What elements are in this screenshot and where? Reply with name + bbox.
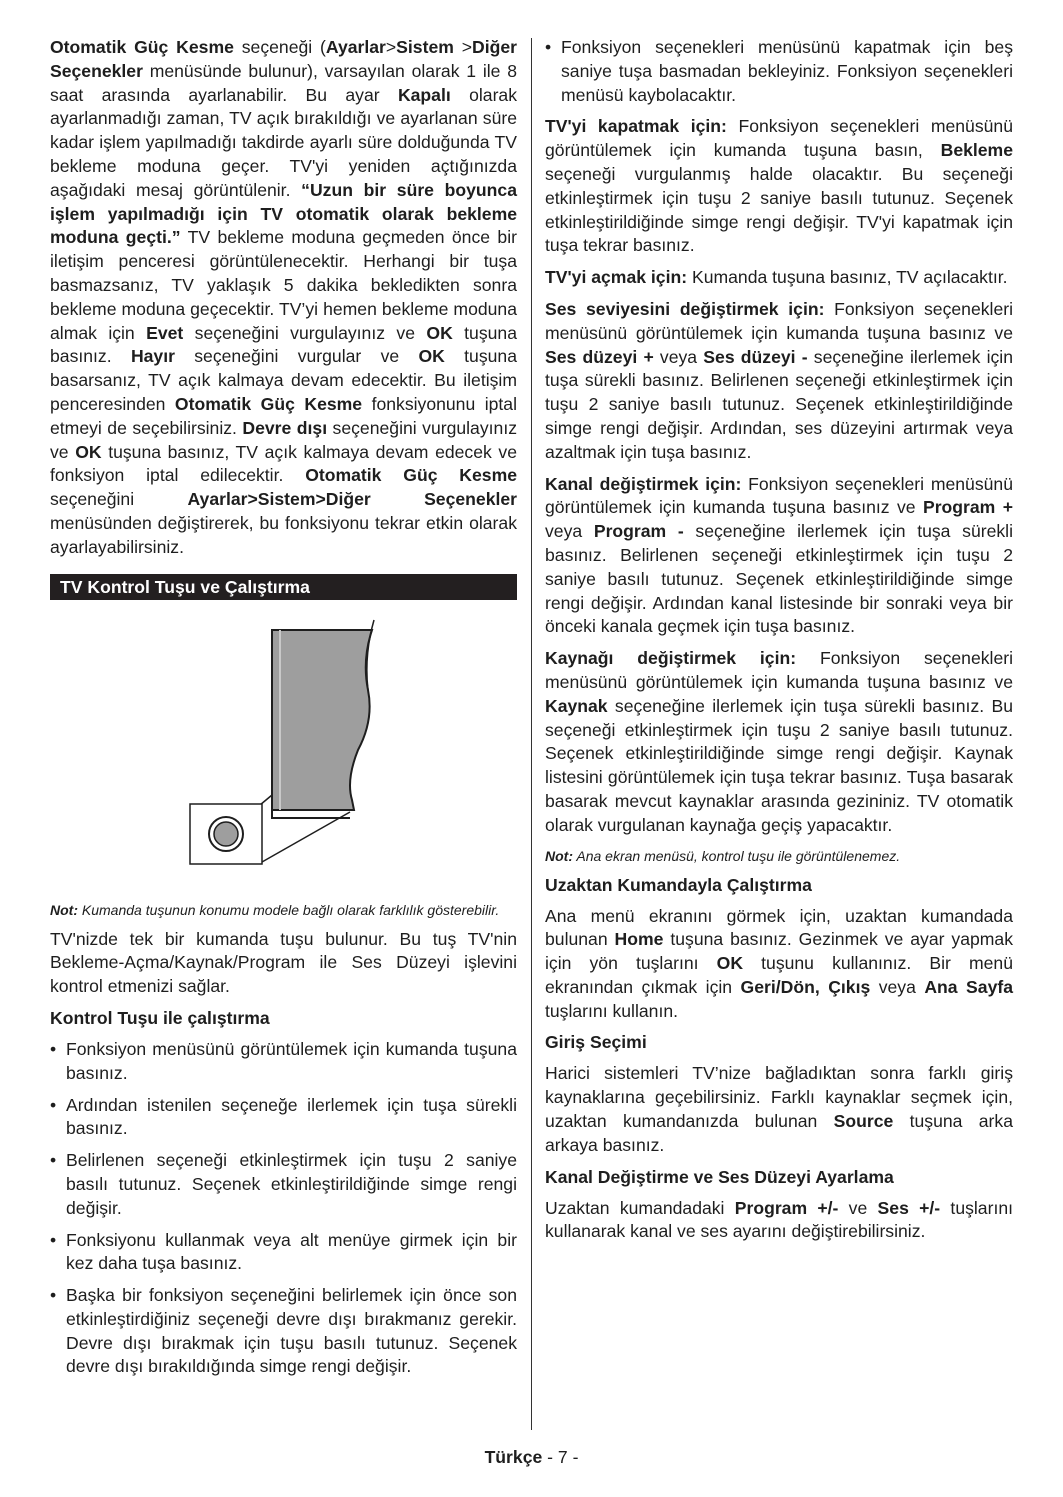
tv-control-diagram: [50, 600, 517, 900]
remote-paragraph: Ana menü ekranını görmek için, uzaktan kumandada bulunan Home tuşuna basınız. Gezinmek ve ayar yapmak için yön tuşlarını OK tuşunu kullanınız. Bir menü ekranından çıkmak için Geri/Dön, Çıkış veya Ana Sayfa tuşlarını kullanın.: [545, 905, 1013, 1021]
footer-language: Türkçe: [484, 1447, 543, 1467]
bullet-item: • Fonksiyon menüsünü görüntülemek için kumanda tuşuna basınız.: [50, 1038, 517, 1086]
control-button-heading: Kontrol Tuşu ile çalıştırma: [50, 1007, 270, 1028]
channel-volume-paragraph: Uzaktan kumandadaki Program +/- ve Ses +/- tuşlarını kullanarak kanal ve ses ayarını değiştirebilirsiniz.: [545, 1197, 1014, 1242]
source-paragraph: Kaynağı değiştirmek için: Fonksiyon seçenekleri menüsünü görüntülemek için kumanda tuşuna basınız ve Kaynak seçeneğine ilerlemek için tuşa sürekli basınız. Bu seçeneği etkinleştirmek için tuşu 2 saniye basılı tutunuz. Seçenek etkinleştirildiğinde simge rengi değişir. Kaynak listesini görüntülemek için tuşa tekrar basınız. Tuşa basarak basarak mevcut kaynaklar arasında gezininiz. TV otomatik olarak vurgulanan kaynağa geçiş yapacaktır.: [545, 648, 1013, 835]
section-title: TV Kontrol Tuşu ve Çalıştırma: [50, 574, 517, 600]
left-column: [50, 36, 517, 1387]
channel-volume-heading: Kanal Değiştirme ve Ses Düzeyi Ayarlama: [545, 1166, 894, 1187]
page-number: - 7 -: [542, 1447, 579, 1467]
bullet-item: • Başka bir fonksiyon seçeneğini belirlemek için önce son etkinleştirdiğiniz seçeneği devre dışı bırakmanız gerekir. Devre dışı bırakmak için tuşu basılı tutunuz. Seçenek devre dışı bırakıldığında simge rengi değişir.: [50, 1284, 517, 1379]
bullet-item: • Fonksiyonu kullanmak veya alt menüye girmek için bir kez daha tuşa basınız.: [50, 1229, 517, 1277]
note-home-menu: Not: Ana ekran menüsü, kontrol tuşu ile görüntülenemez.: [545, 847, 901, 864]
bullet-item: • Belirlenen seçeneği etkinleştirmek için tuşu 2 saniye basılı tutunuz. Seçenek etkinleştirildiğinde simge rengi değişir.: [50, 1149, 517, 1220]
auto-power-off-paragraph: Otomatik Güç Kesme seçeneği (Ayarlar>Sistem >Diğer Seçenekler menüsünde bulunur), varsayılan olarak 1 ile 8 saat arasında ayarlanabilir. Bu ayar Kapalı olarak ayarlanmadığı zaman, TV açık bırakıldığı ve ayarlanan süre kadar işlem yapılmadığı takdirde ayarlı süre dolduğunda TV bekleme moduna geçer. TV'yi yeniden açtığınızda aşağıdaki mesaj görüntülenir. “Uzun bir süre boyunca işlem yapılmadığı için TV otomatik olarak bekleme moduna geçti.” TV bekleme moduna geçmeden önce bir iletişim penceresi görüntülenecektir. Herhangi bir tuşa basmazsanız, TV yaklaşık 5 dakika bekledikten sonra bekleme moduna geçecektir. TV’yi hemen bekleme moduna almak için Evet seçeneğini vurgulayınız ve OK tuşuna basınız. Hayır seçeneğini vurgular ve OK tuşuna basarsanız, TV açık kalmaya devam edecektir. Bu iletişim penceresinden Otomatik Güç Kesme fonksiyonunu iptal etmeyi de seçebilirsiniz. Devre dışı seçeneğini vurgulayınız ve OK tuşuna basınız, TV açık kalmaya devam edecek ve fonksiyon iptal edilecektir. Otomatik Güç Kesme seçeneğini Ayarlar>Sistem>Diğer Seçenekler menüsünden değiştirerek, bu fonksiyonu tekrar etkin olarak ayarlayabilirsiniz.: [50, 37, 518, 557]
channel-paragraph: Kanal değiştirmek için: Fonksiyon seçenekleri menüsünü görüntülemek için kumanda tuşuna basınız ve Program + veya Program - seçeneğine ilerlemek için tuşa sürekli basınız. Belirlenen seçeneği etkinleştirmek için tuşu 2 saniye basılı tutunuz. Seçenek etkinleştirildiğinde simge rengi değişir. Ardından kanal listesinde bir sonraki veya bir önceki kanala geçmek için tuşa basınız.: [545, 473, 1014, 637]
right-column: [545, 36, 1013, 1252]
page-footer: [0, 1447, 1063, 1468]
close-menu-list: [545, 36, 1013, 107]
volume-paragraph: Ses seviyesini değiştirmek için: Fonksiyon seçenekleri menüsünü görüntülemek için kumanda tuşuna basınız ve Ses düzeyi + veya Ses düzeyi - seçeneğine ilerlemek için tuşa sürekli basınız. Belirlenen seçeneği etkinleştirmek için tuşu 2 saniye basılı tutunuz. Seçenek etkinleştirildiğinde simge rengi değişir. Ardından, ses düzeyini artırmak veya azaltmak için tuşa basınız.: [545, 298, 1014, 462]
bullet-item: • Ardından istenilen seçeneğe ilerlemek için tuşa sürekli basınız.: [50, 1094, 517, 1142]
input-paragraph: Harici sistemleri TV’nize bağladıktan sonra farklı giriş kaynaklarına geçebilirsiniz. Farklı kaynaklar seçmek için, uzaktan kumandanızda bulunan Source tuşuna arka arkaya basınız.: [545, 1063, 1013, 1155]
column-divider: [531, 38, 532, 1430]
remote-operation-heading: Uzaktan Kumandayla Çalıştırma: [545, 874, 812, 895]
tv-off-paragraph: TV'yi kapatmak için: Fonksiyon seçenekleri menüsünü görüntülemek için kumanda tuşuna basın, Bekleme seçeneği vurgulanmış halde olacaktır. Bu seçeneği etkinleştirmek için tuşu 2 saniye basılı tutunuz. Seçenek etkinleştirildiğinde simge rengi değişir. TV'yi kapatmak için tuşa tekrar basınız.: [545, 116, 1013, 256]
control-button-description: TV'nizde tek bir kumanda tuşu bulunur. Bu tuş TV'nin Bekleme-Açma/Kaynak/Program ile Ses Düzeyi işlevini kontrol etmenizi sağlar.: [50, 928, 517, 997]
control-button-illustration: [50, 600, 517, 900]
bullet-item: • Fonksiyon seçenekleri menüsünü kapatmak için beş saniye tuşa basmadan bekleyiniz. Fonksiyon seçenekleri menüsü kaybolacaktır.: [545, 36, 1013, 107]
note-control-position: Not: Kumanda tuşunun konumu modele bağlı olarak farklılık gösterebilir.: [50, 901, 500, 918]
input-selection-heading: Giriş Seçimi: [545, 1032, 647, 1053]
control-bullet-list: [50, 1038, 517, 1379]
tv-on-paragraph: TV'yi açmak için: Kumanda tuşuna basınız, TV açılacaktır.: [545, 267, 1008, 288]
